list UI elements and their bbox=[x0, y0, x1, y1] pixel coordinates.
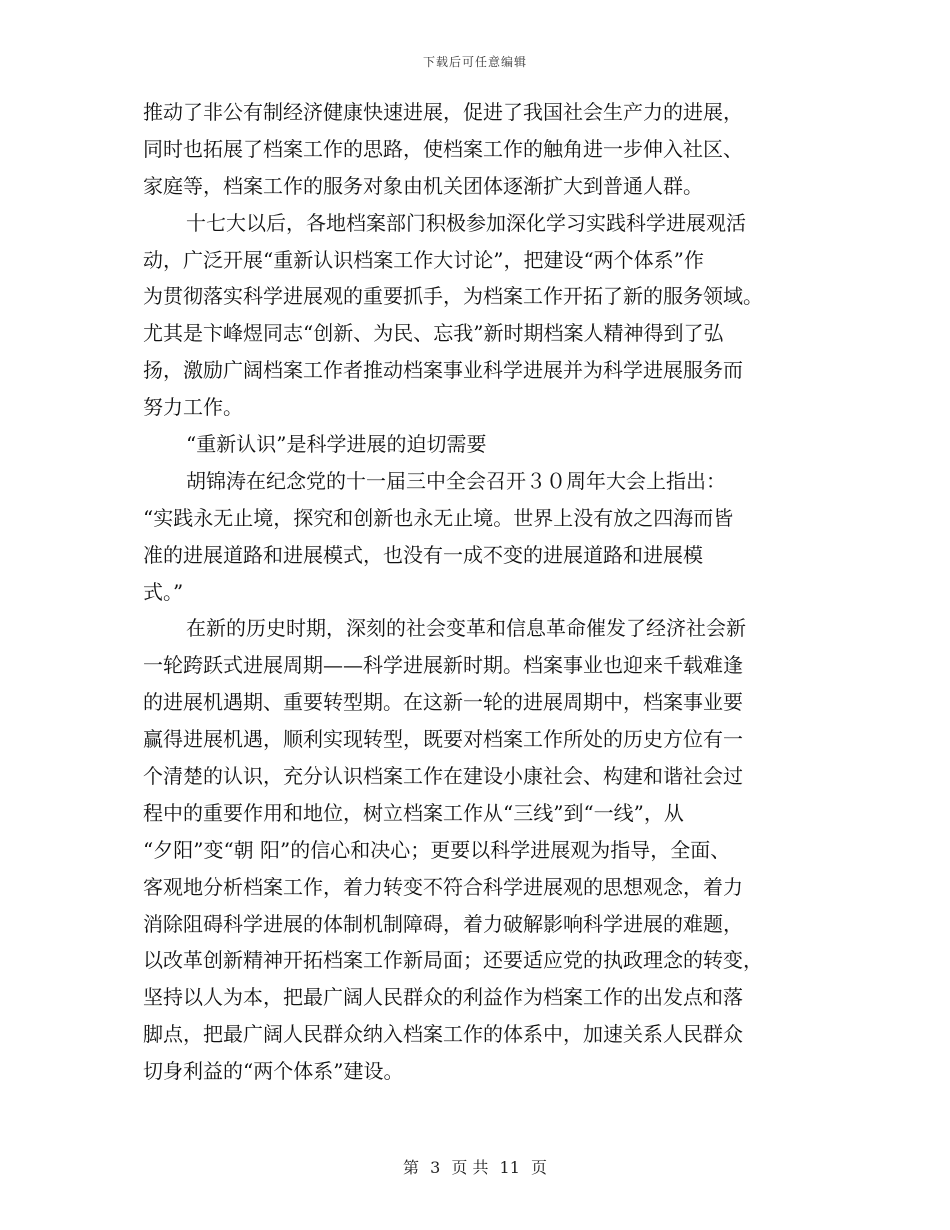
text-line: 切身利益的“两个体系”建设。 bbox=[143, 1059, 404, 1084]
text-line: “实践永无止境，探究和创新也永无止境。世界上没有放之四海而皆 bbox=[143, 505, 734, 530]
text-line: 的进展机遇期、重要转型期。在这新一轮的进展周期中，档案事业要 bbox=[143, 690, 743, 715]
document-body bbox=[143, 94, 823, 1090]
text-line: 式。” bbox=[143, 579, 184, 604]
text-line: 客观地分析档案工作，着力转变不符合科学进展观的思想观念，着力 bbox=[143, 874, 743, 899]
footer-prefix: 第 bbox=[402, 1158, 419, 1177]
text-line: 准的进展道路和进展模式，也没有一成不变的进展道路和进展模 bbox=[143, 542, 703, 567]
text-line: 脚点，把最广阔人民群众纳入档案工作的体系中，加速关系人民群众 bbox=[143, 1022, 743, 1047]
text-line: 扬，激励广阔档案工作者推动档案事业科学进展并为科学进展服务而 bbox=[143, 358, 743, 383]
text-line: 努力工作。 bbox=[143, 395, 243, 420]
text-line: 坚持以人为本，把最广阔人民群众的利益作为档案工作的出发点和落 bbox=[143, 985, 743, 1010]
footer-total-pages: 11 bbox=[499, 1158, 520, 1177]
text-line: 同时也拓展了档案工作的思路，使档案工作的触角进一步伸入社区、 bbox=[143, 136, 743, 161]
page-footer bbox=[0, 1155, 950, 1178]
text-line: 赢得进展机遇，顺利实现转型，既要对档案工作所处的历史方位有一 bbox=[143, 727, 743, 752]
text-line: 胡锦涛在纪念党的十一届三中全会召开３０周年大会上指出： bbox=[186, 468, 726, 493]
text-line: 动，广泛开展“重新认识档案工作大讨论”，把建设“两个体系”作 bbox=[143, 247, 704, 272]
text-line: 推动了非公有制经济健康快速进展，促进了我国社会生产力的进展， bbox=[143, 100, 743, 124]
page-header: 下载后可任意编辑 bbox=[422, 55, 527, 69]
text-line: 尤其是卞峰煜同志“创新、为民、忘我”新时期档案人精神得到了弘 bbox=[143, 321, 724, 346]
footer-middle: 页 共 bbox=[451, 1158, 489, 1177]
text-line: 个清楚的认识，充分认识档案工作在建设小康社会、构建和谐社会过 bbox=[143, 764, 743, 789]
text-line: “夕阳”变“朝 阳”的信心和决心；更要以科学进展观为指导，全面、 bbox=[143, 837, 731, 862]
text-line: 十七大以后，各地档案部门积极参加深化学习实践科学进展观活 bbox=[186, 210, 746, 235]
text-line: 消除阻碍科学进展的体制机制障碍，着力破解影响科学进展的难题， bbox=[143, 911, 743, 936]
footer-current-page: 3 bbox=[430, 1158, 441, 1177]
text-line: 一轮跨跃式进展周期——科学进展新时期。档案事业也迎来千载难逢 bbox=[143, 653, 743, 678]
text-line: 在新的历史时期，深刻的社会变革和信息革命催发了经济社会新 bbox=[186, 616, 746, 641]
text-line: 以改革创新精神开拓档案工作新局面；还要适应党的执政理念的转变， bbox=[143, 948, 763, 973]
text-line: 家庭等，档案工作的服务对象由机关团体逐渐扩大到普通人群。 bbox=[143, 173, 703, 198]
text-line: “重新认识”是科学进展的迫切需要 bbox=[186, 432, 487, 457]
footer-suffix: 页 bbox=[531, 1158, 548, 1177]
text-line: 程中的重要作用和地位，树立档案工作从“三线”到“一线”，从 bbox=[143, 800, 684, 825]
text-line: 为贯彻落实科学进展观的重要抓手，为档案工作开拓了新的服务领域。 bbox=[143, 284, 763, 309]
